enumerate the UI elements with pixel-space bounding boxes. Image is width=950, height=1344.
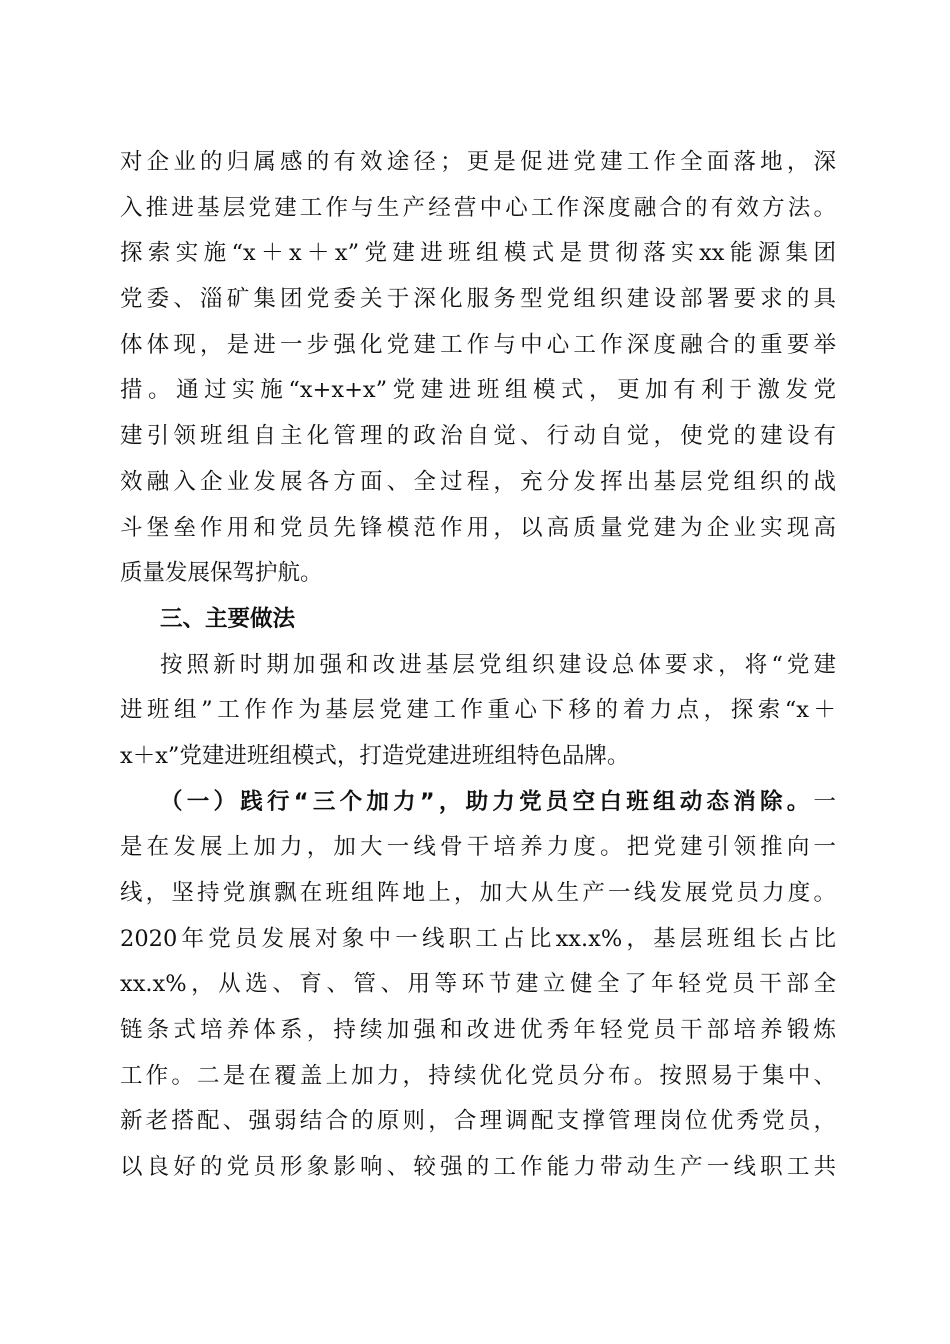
paragraph-line: 对企业的归属感的有效途径；更是促进党建工作全面落地，深: [120, 149, 836, 175]
paragraph-line: 探索实施“x＋x＋x”党建进班组模式是贯彻落实xx能源集团: [120, 240, 836, 267]
paragraph-line: 链条式培养体系，持续加强和改进优秀年轻党员干部培养锻炼: [120, 1017, 836, 1044]
paragraph-line: 线，坚持党旗飘在班组阵地上，加大从生产一线发展党员力度。: [120, 880, 836, 906]
paragraph-line: 体体现，是进一步强化党建工作与中心工作深度融合的重要举: [120, 331, 836, 358]
paragraph-line: 以良好的党员形象影响、较强的工作能力带动生产一线职工共: [120, 1154, 836, 1181]
paragraph-line: 工作。二是在覆盖上加力，持续优化党员分布。按照易于集中、: [120, 1062, 836, 1089]
paragraph-line: x＋x”党建进班组模式，打造党建进班组特色品牌。: [120, 742, 630, 769]
paragraph-line: 斗堡垒作用和党员先锋模范作用，以高质量党建为企业实现高: [120, 514, 836, 541]
paragraph-line: 措。通过实施“x+x+x”党建进班组模式，更加有利于激发党: [120, 377, 836, 404]
paragraph-line: xx.x%，从选、育、管、用等环节建立健全了年轻党员干部全: [120, 971, 836, 998]
sub-heading: （一）践行“三个加力”，助力党员空白班组动态消除。: [160, 788, 814, 815]
paragraph-line: 是在发展上加力，加大一线骨干培养力度。把党建引领推向一: [120, 834, 836, 861]
section-heading: 三、主要做法: [160, 605, 296, 632]
paragraph-line: 新老搭配、强弱结合的原则，合理调配支撑管理岗位优秀党员，: [120, 1108, 836, 1135]
document-body: [120, 140, 836, 1191]
sub-heading-tail: 一: [813, 788, 836, 815]
paragraph-line: 党委、淄矿集团党委关于深化服务型党组织建设部署要求的具: [120, 286, 836, 313]
paragraph-line: 按照新时期加强和改进基层党组织建设总体要求，将“党建: [160, 651, 836, 678]
sub-heading-line: [120, 780, 836, 826]
paragraph-line: 建引领班组自主化管理的政治自觉、行动自觉，使党的建设有: [120, 423, 836, 450]
paragraph-line: 进班组”工作作为基层党建工作重心下移的着力点，探索“x＋: [120, 697, 836, 724]
paragraph-line: 入推进基层党建工作与生产经营中心工作深度融合的有效方法。: [120, 194, 836, 221]
paragraph-line: 2020年党员发展对象中一线职工占比xx.x%，基层班组长占比: [120, 925, 836, 952]
paragraph-line: 质量发展保驾护航。: [120, 560, 323, 587]
paragraph-line: 效融入企业发展各方面、全过程，充分发挥出基层党组织的战: [120, 468, 836, 495]
